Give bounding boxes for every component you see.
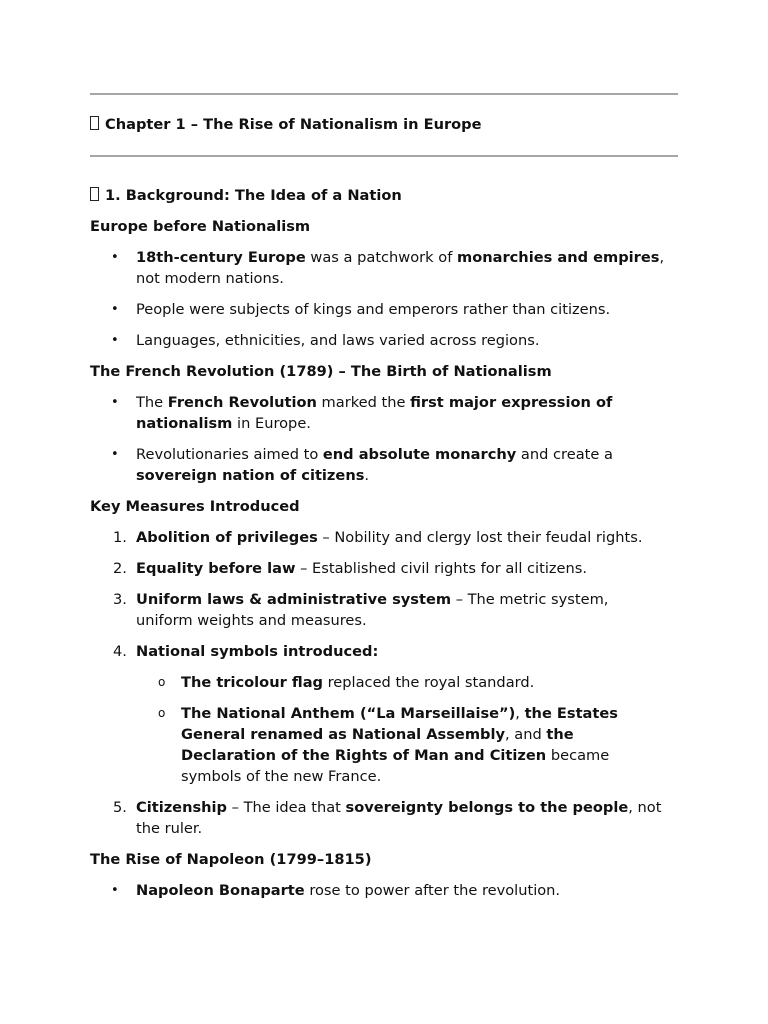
section-title: 1. Background: The Idea of a Nation	[90, 185, 768, 206]
numbered-item: 1. Abolition of privileges – Nobility and clergy lost their feudal rights.	[113, 529, 643, 546]
item-number: 3.	[113, 591, 127, 608]
item-number: 4.	[113, 643, 127, 660]
bullet: •	[111, 395, 119, 410]
national-symbols-list	[136, 672, 666, 787]
subheading-europe: Europe before Nationalism	[90, 218, 311, 235]
french-revolution-list	[0, 392, 768, 486]
list-item: • Revolutionaries aimed to end absolute monarchy and create a sovereign nation of citizens.	[111, 446, 613, 484]
numbered-item: 2. Equality before law – Established civil rights for all citizens.	[113, 560, 588, 577]
list-item: • Languages, ethnicities, and laws varied across regions.	[111, 332, 540, 349]
numbered-item: 4. National symbols introduced: o The tricolour flag replaced the royal standard. o The National Anthem (“La Marseillaise”), the Estates General renamed as National Assembly, and the Declaration of the Rights of Man and Citizen became symbols of the new France.	[136, 641, 666, 787]
sub-list-item: o The tricolour flag replaced the royal standard.	[158, 674, 535, 691]
list-item: • The French Revolution marked the first major expression of nationalism in Europe.	[111, 394, 613, 432]
europe-list	[0, 247, 768, 351]
item-number: 2.	[113, 560, 127, 577]
subheading-french-revolution: The French Revolution (1789) – The Birth of Nationalism	[90, 363, 552, 380]
napoleon-list	[0, 880, 768, 901]
bullet: •	[111, 447, 119, 462]
bullet: •	[111, 883, 119, 898]
item-number: 1.	[113, 529, 127, 546]
numbered-item: 3. Uniform laws & administrative system – The metric system, uniform weights and measures.	[113, 591, 609, 629]
list-item: • People were subjects of kings and emperors rather than citizens.	[111, 301, 611, 318]
bullet: •	[111, 333, 119, 348]
chapter-title: Chapter 1 – The Rise of Nationalism in Europe	[90, 95, 678, 155]
bullet: •	[111, 250, 119, 265]
key-measures-list	[0, 527, 768, 839]
list-item: • Napoleon Bonaparte rose to power after the revolution.	[111, 882, 561, 899]
item-number: 5.	[113, 799, 127, 816]
subheading-key-measures: Key Measures Introduced	[90, 498, 300, 515]
subheading-napoleon: The Rise of Napoleon (1799–1815)	[90, 851, 372, 868]
numbered-item: 5. Citizenship – The idea that sovereignty belongs to the people, not the ruler.	[113, 799, 662, 837]
sub-list-item: o The National Anthem (“La Marseillaise”), the Estates General renamed as National Assembly, and the Declaration of the Rights of Man and Citizen became symbols of the new France.	[158, 705, 618, 785]
sub-bullet: o	[158, 675, 166, 689]
bottom-rule	[90, 155, 678, 157]
bullet: •	[111, 302, 119, 317]
sub-bullet: o	[158, 706, 166, 720]
missing-glyph-icon	[90, 187, 99, 201]
list-item: • 18th-century Europe was a patchwork of monarchies and empires, not modern nations.	[111, 249, 665, 287]
missing-glyph-icon	[90, 116, 99, 130]
